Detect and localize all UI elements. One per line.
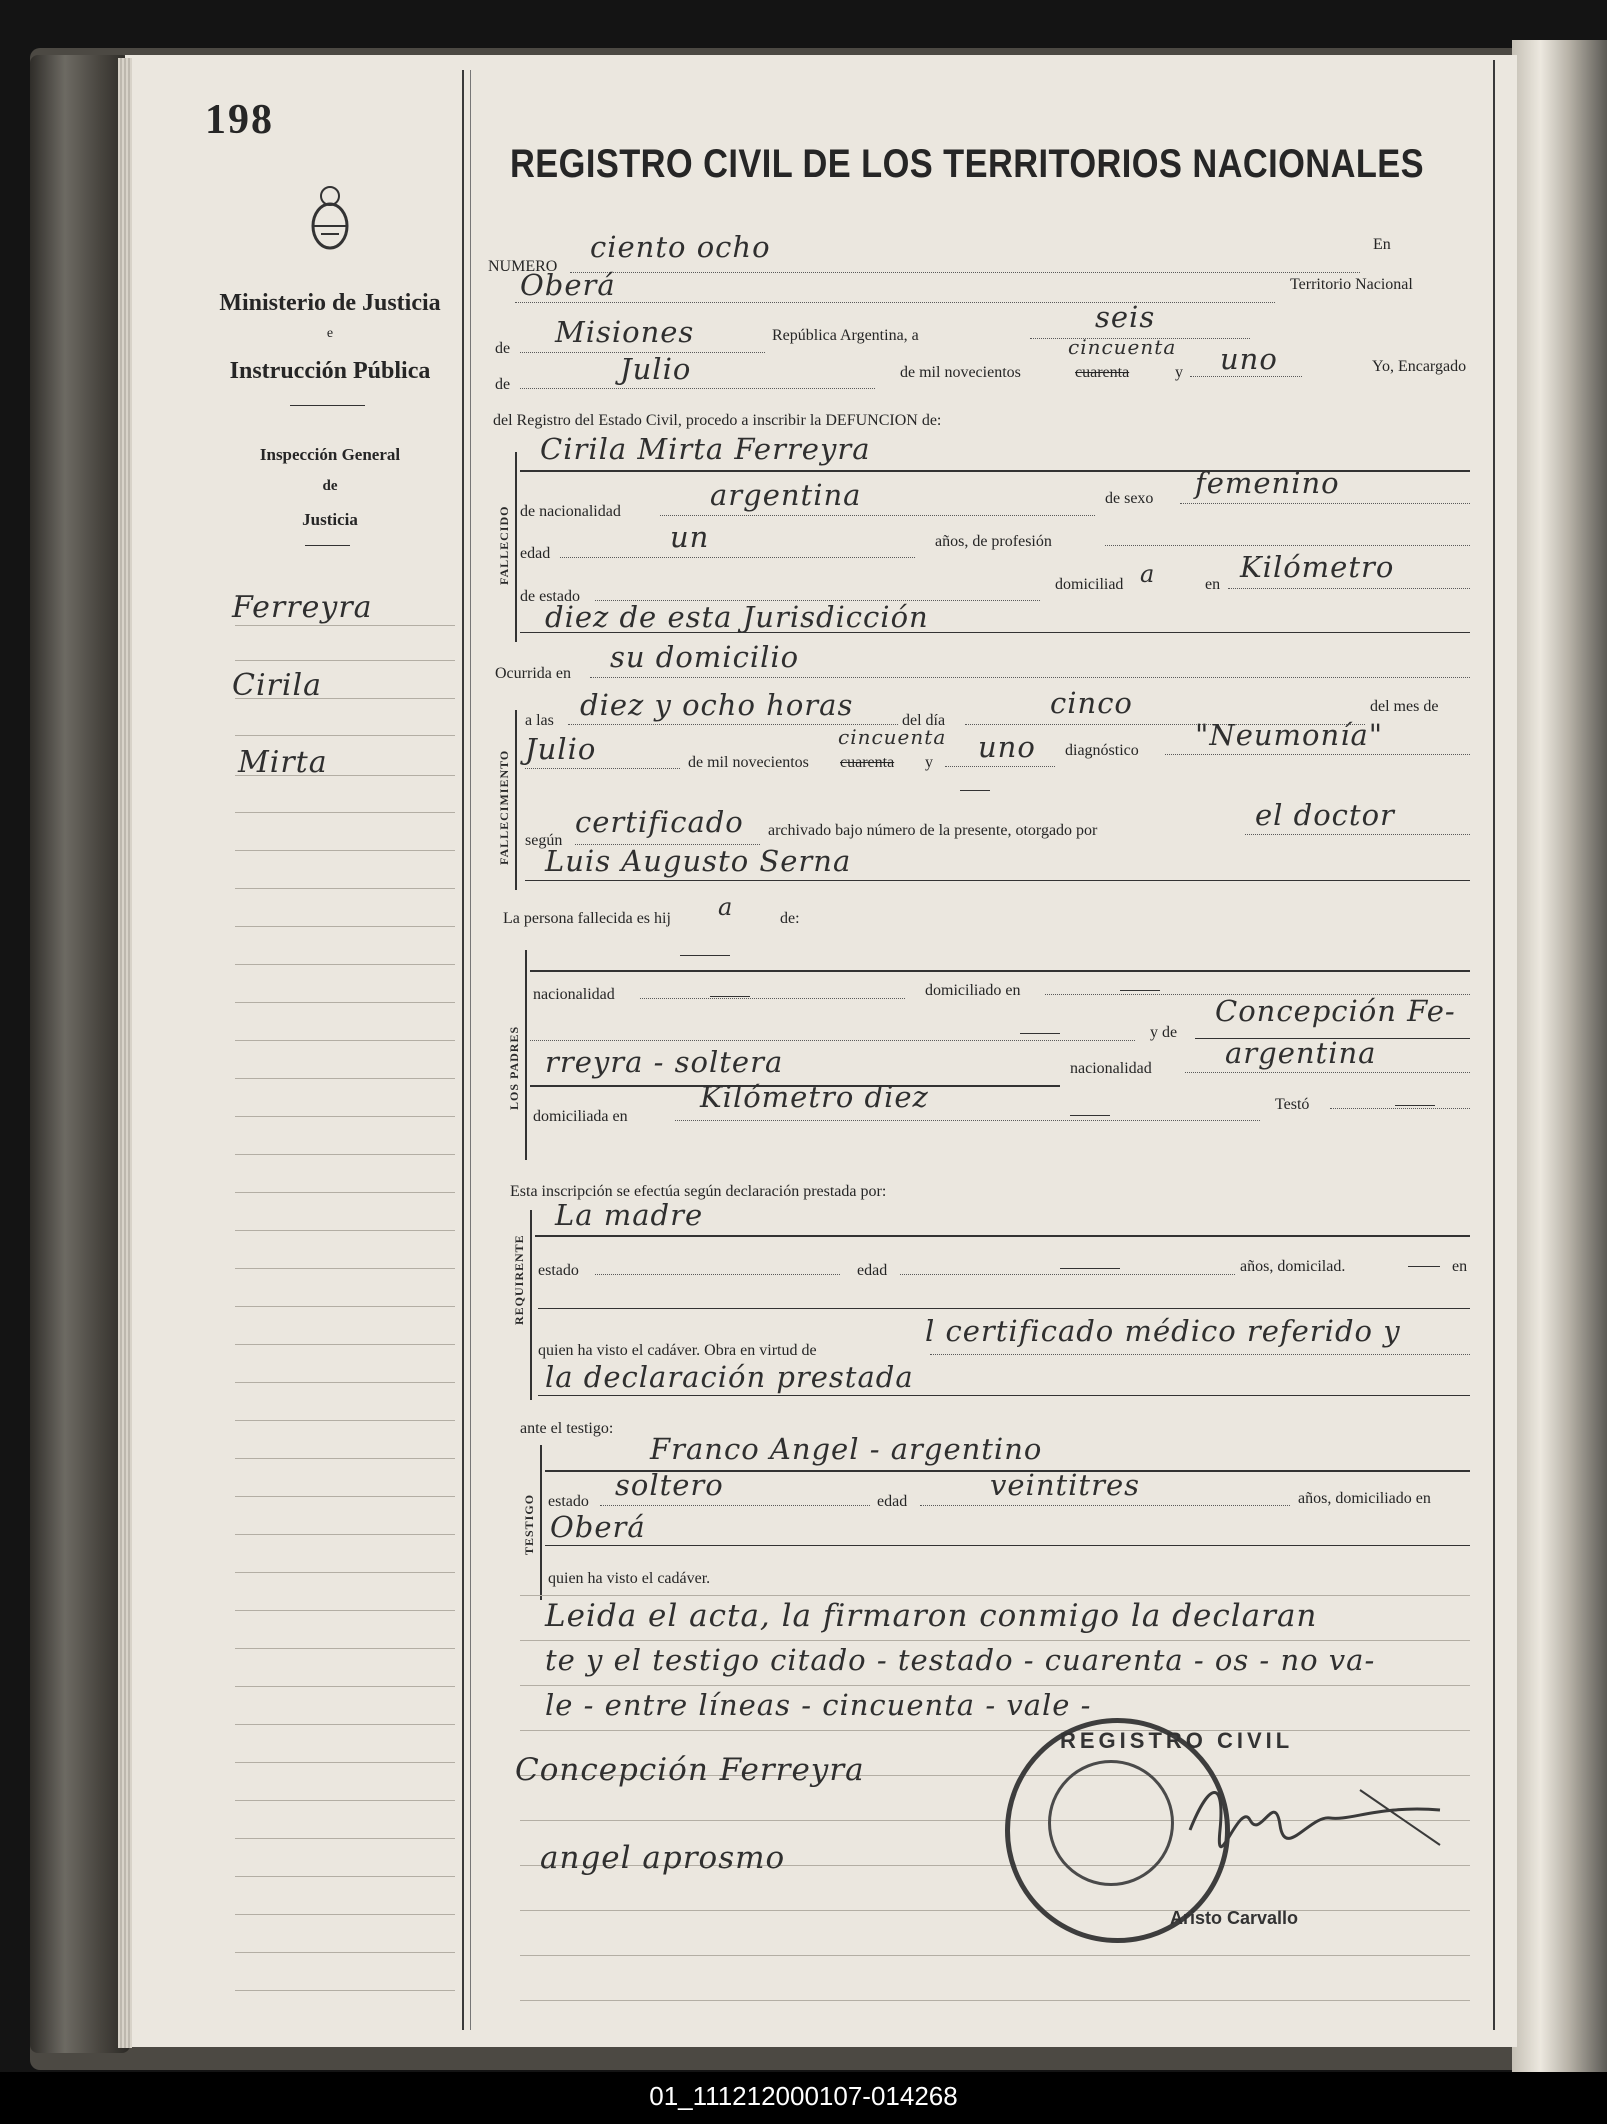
inspeccion-line1: Inspección General: [259, 445, 401, 464]
nacionalidad-line: [660, 515, 1095, 516]
register-title: REGISTRO CIVIL DE LOS TERRITORIOS NACIONALES: [510, 142, 1425, 186]
anio-value: uno: [1220, 342, 1278, 376]
testigo-edad-line: [920, 1505, 1290, 1506]
quien-label: quien ha visto el cadáver. Obra en virtud de: [538, 1342, 817, 1359]
testo-line: [1330, 1108, 1470, 1109]
edad-label-2: edad: [857, 1262, 888, 1279]
fallecimiento-label: FALLECIMIENTO: [497, 749, 511, 865]
folio-number: 198: [205, 97, 274, 143]
margin-middlename: Mirta: [238, 745, 328, 780]
testo-label: Testó: [1275, 1096, 1310, 1113]
margin-surname: Ferreyra: [232, 590, 373, 625]
obra-value-2: la declaración prestada: [545, 1360, 914, 1394]
edad-label: edad: [520, 545, 551, 562]
facing-page-edge: [1512, 40, 1607, 2080]
domicilio-value-2: diez de esta Jurisdicción: [545, 600, 929, 634]
testigo-value: Franco Angel - argentino: [650, 1432, 1043, 1466]
de-mil-label: de mil novecientos: [900, 364, 1021, 381]
en-label-3: en: [1452, 1258, 1468, 1275]
diagnostico-value: "Neumonía": [1195, 718, 1384, 752]
testigo-dom-value: Oberá: [550, 1510, 646, 1544]
lugar-line: [515, 302, 1275, 303]
lugar-value: Oberá: [520, 268, 616, 302]
sexo-line: [1180, 503, 1470, 504]
cuarenta-struck: cuarenta: [1075, 364, 1130, 381]
ocurrida-value: su domicilio: [610, 640, 800, 674]
madre-value-1: Concepción Fe-: [1215, 994, 1456, 1028]
en-label: En: [1373, 236, 1391, 253]
anos-domicilad-label: años, domicilad.: [1240, 1258, 1346, 1275]
nacionalidad-value: argentina: [710, 478, 862, 512]
domicilio-line: [1228, 588, 1470, 589]
encargado-signature: [1180, 1760, 1470, 1870]
nacionalidad-label: de nacionalidad: [520, 503, 621, 520]
page-stack-edges: [118, 58, 132, 2048]
nota-line-2: te y el testigo citado - testado - cuarenta - os - no va-: [545, 1643, 1376, 1677]
declarante-value: La madre: [555, 1198, 704, 1232]
inspeccion-line2: de: [322, 478, 338, 494]
obra-line-2: [538, 1395, 1470, 1396]
edad-value: un: [670, 520, 710, 554]
profesion-line: [1105, 545, 1470, 546]
padre-name-line: [530, 970, 1470, 972]
medico-line: [525, 880, 1470, 881]
sexo-label: de sexo: [1105, 490, 1154, 507]
de-label-1: de: [495, 340, 511, 357]
firma-declarante: Concepción Ferreyra: [515, 1752, 865, 1788]
sexo-value: femenino: [1195, 466, 1340, 500]
republica-label: República Argentina, a: [772, 327, 919, 344]
esta-inscripcion-label: Esta inscripción se efectúa según declaración prestada por:: [510, 1183, 887, 1200]
dash-6: [1070, 1115, 1110, 1116]
testigo-bracket: [540, 1445, 542, 1600]
madre-nac-line: [1185, 1072, 1470, 1073]
testigo-dom-line: [545, 1545, 1470, 1546]
fallecido-label: FALLECIDO: [497, 505, 511, 585]
padres-bracket: [525, 950, 527, 1160]
cuarenta-struck-2: cuarenta: [840, 754, 895, 771]
dash-1: [960, 790, 990, 791]
dash-4: [1120, 990, 1160, 991]
margin-firstname: Cirila: [232, 668, 322, 703]
firma-testigo: angel aprosmo: [540, 1840, 786, 1876]
dash-3: [710, 996, 750, 997]
madre-dom-value: Kilómetro diez: [700, 1080, 929, 1114]
obra-value: l certificado médico referido y: [925, 1314, 1401, 1348]
fallecido-bracket: [515, 452, 517, 642]
nombre-value: Cirila Mirta Ferreyra: [540, 432, 871, 466]
domicilio-value-1: Kilómetro: [1240, 550, 1395, 584]
mes-value: Julio: [620, 352, 692, 386]
domiciliad-label: domiciliad: [1055, 576, 1124, 593]
nacionalidad-label-3: nacionalidad: [1070, 1060, 1152, 1077]
anos-profesion-label: años, de profesión: [935, 533, 1052, 550]
edad-line: [560, 557, 915, 558]
padre-nac-line: [640, 998, 905, 999]
inspeccion-divider: [305, 545, 350, 546]
nacionalidad-label-2: nacionalidad: [533, 986, 615, 1003]
y-label-2: y: [925, 754, 933, 771]
padre-extra-line: [530, 1040, 1135, 1041]
domiciliad-suffix: a: [1140, 560, 1156, 588]
obra-line: [930, 1354, 1470, 1355]
domiciliado-label: domiciliado en: [925, 982, 1021, 999]
y-de-label: y de: [1150, 1024, 1178, 1041]
dash-9: [1408, 1266, 1440, 1267]
numero-label: NUMERO: [488, 258, 558, 275]
dash-5: [1020, 1033, 1060, 1034]
y-label-1: y: [1175, 364, 1183, 381]
anio-fall-line: [945, 766, 1055, 767]
anio-fall-value: uno: [978, 730, 1036, 764]
otorgado-line: [1245, 834, 1470, 835]
fallecimiento-bracket: [515, 710, 517, 890]
margin-rule-inner: [470, 70, 471, 2030]
madre-dom-line: [675, 1120, 1260, 1121]
ocurrida-label: Ocurrida en: [495, 665, 571, 682]
testigo-label: TESTIGO: [522, 1493, 536, 1555]
edad-label-3: edad: [877, 1493, 908, 1510]
inspeccion-line3: Justicia: [302, 510, 358, 529]
anos-domiciliado-label: años, domiciliado en: [1298, 1490, 1431, 1507]
cincuenta-inserted: cincuenta: [1068, 335, 1177, 359]
persona-de-label: de:: [780, 910, 800, 927]
ministry-divider: [290, 405, 365, 406]
registro-label: del Registro del Estado Civil, procedo a inscribir la DEFUNCION de:: [493, 412, 942, 429]
numero-line: [570, 272, 1360, 273]
cincuenta-inserted-2: cincuenta: [838, 725, 947, 749]
madre-nac-value: argentina: [1225, 1036, 1377, 1070]
ocurrida-line: [590, 677, 1470, 678]
testigo-estado-value: soltero: [615, 1468, 724, 1502]
diagnostico-line: [1165, 754, 1470, 755]
de-mil-label-2: de mil novecientos: [688, 754, 809, 771]
ministry-line1: Ministerio de Justicia: [219, 290, 441, 316]
requirente-label: REQUIRENTE: [512, 1234, 526, 1325]
anio-line: [1190, 376, 1302, 377]
del-dia-label: del día: [902, 712, 946, 729]
req-estado-line: [595, 1274, 840, 1275]
numero-value: ciento ocho: [590, 230, 771, 264]
image-id-caption: 01_111212000107-014268: [649, 2081, 958, 2111]
right-margin-rule: [1493, 60, 1495, 2030]
testigo-edad-value: veintitres: [990, 1468, 1140, 1502]
hija-suffix: a: [718, 893, 734, 921]
declarante-line: [535, 1235, 1470, 1237]
segun-value: certificado: [575, 805, 744, 839]
ante-testigo-label: ante el testigo:: [520, 1420, 614, 1437]
madre-value-2: rreyra - soltera: [545, 1045, 784, 1079]
coat-of-arms-icon: [307, 182, 353, 252]
dash-8: [1060, 1268, 1120, 1269]
segun-label: según: [525, 832, 563, 849]
book-spine: [30, 55, 130, 2053]
stamp-bottom-text: Aristo Carvallo: [1170, 1908, 1299, 1928]
req-edad-line: [900, 1274, 1235, 1275]
stamp-seal-icon: [1048, 1760, 1174, 1886]
encargado-label: Yo, Encargado: [1372, 358, 1467, 375]
domiciliada-label: domiciliada en: [533, 1108, 628, 1125]
mes-fall-value: Julio: [525, 732, 597, 766]
ministry-line2: e: [326, 326, 334, 341]
dash-2: [680, 955, 730, 956]
medico-value: Luis Augusto Serna: [545, 844, 852, 878]
persona-label: La persona fallecida es hij: [503, 910, 671, 927]
diagnostico-label: diagnóstico: [1065, 742, 1139, 759]
territorio-value: Misiones: [555, 315, 695, 349]
padres-label: LOS PADRES: [507, 1025, 521, 1110]
requirente-bracket: [530, 1210, 532, 1400]
a-las-label: a las: [525, 712, 554, 729]
otorgado-value: el doctor: [1255, 798, 1395, 832]
del-mes-label: del mes de: [1370, 698, 1439, 715]
quien-label-2: quien ha visto el cadáver.: [548, 1570, 711, 1587]
dash-7: [1395, 1105, 1435, 1106]
en-label-2: en: [1205, 576, 1221, 593]
archivado-label: archivado bajo número de la presente, otorgado por: [768, 822, 1098, 839]
nota-line-3: le - entre líneas - cincuenta - vale -: [545, 1688, 1092, 1722]
hora-value: diez y ocho horas: [580, 688, 854, 722]
nota-line-1: Leida el acta, la firmaron conmigo la declaran: [545, 1598, 1318, 1634]
ministry-line3: Instrucción Pública: [229, 358, 431, 384]
dia-fall-value: cinco: [1050, 686, 1133, 720]
dia-value: seis: [1095, 300, 1156, 334]
de-label-2: de: [495, 376, 511, 393]
estado-label-3: estado: [548, 1493, 589, 1510]
estado-label-2: estado: [538, 1262, 579, 1279]
mes-line: [520, 388, 875, 389]
testigo-estado-line: [600, 1505, 870, 1506]
territorio-label: Territorio Nacional: [1290, 276, 1413, 293]
mes-fall-line: [525, 768, 680, 769]
stamp-top-text: REGISTRO CIVIL: [1060, 1728, 1294, 1753]
estado-label: de estado: [520, 588, 580, 605]
req-blank-line: [538, 1308, 1470, 1309]
